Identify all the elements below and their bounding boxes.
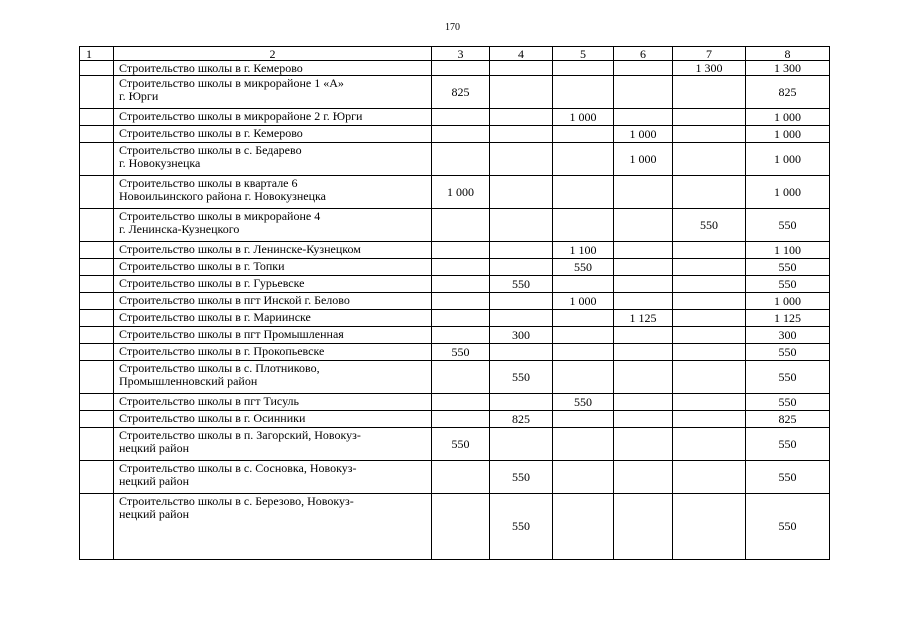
- value-cell-c8: 1 000: [746, 126, 830, 143]
- value-cell-c4: 550: [490, 276, 553, 293]
- value-cell-c4: [490, 293, 553, 310]
- value-cell-c3: [432, 259, 490, 276]
- value-cell-c6: [614, 461, 673, 494]
- value-cell-c5: [553, 76, 614, 109]
- header-cell-1: 1: [80, 47, 114, 61]
- value-cell-c6: [614, 276, 673, 293]
- row-index-cell: [80, 394, 114, 411]
- row-index-cell: [80, 109, 114, 126]
- header-cell-4: 4: [490, 47, 553, 61]
- value-cell-c7: [673, 494, 746, 560]
- row-index-cell: [80, 361, 114, 394]
- value-cell-c7: [673, 126, 746, 143]
- table-row: [80, 209, 830, 242]
- table-row: [80, 76, 830, 109]
- value-cell-c3: [432, 310, 490, 327]
- value-cell-c6: [614, 61, 673, 76]
- school-name-cell: Строительство школы в г. Осинники: [114, 411, 432, 428]
- value-cell-c3: [432, 361, 490, 394]
- value-cell-c4: [490, 143, 553, 176]
- value-cell-c4: [490, 259, 553, 276]
- table-row: [80, 461, 830, 494]
- value-cell-c8: 550: [746, 428, 830, 461]
- value-cell-c7: [673, 411, 746, 428]
- row-index-cell: [80, 76, 114, 109]
- value-cell-c5: [553, 310, 614, 327]
- value-cell-c5: [553, 126, 614, 143]
- value-cell-c3: [432, 394, 490, 411]
- value-cell-c7: [673, 327, 746, 344]
- table-row: [80, 428, 830, 461]
- table-row: [80, 109, 830, 126]
- value-cell-c6: [614, 259, 673, 276]
- value-cell-c8: 550: [746, 276, 830, 293]
- school-name-cell: Строительство школы в пгт Инской г. Белово: [114, 293, 432, 310]
- value-cell-c6: [614, 428, 673, 461]
- value-cell-c6: [614, 76, 673, 109]
- value-cell-c3: [432, 209, 490, 242]
- school-name-cell: Строительство школы в г. Прокопьевске: [114, 344, 432, 361]
- value-cell-c4: [490, 428, 553, 461]
- value-cell-c6: 1 000: [614, 143, 673, 176]
- row-index-cell: [80, 276, 114, 293]
- row-index-cell: [80, 344, 114, 361]
- table-row: [80, 411, 830, 428]
- value-cell-c3: [432, 109, 490, 126]
- table-body: [80, 47, 830, 560]
- value-cell-c7: 1 300: [673, 61, 746, 76]
- value-cell-c4: 825: [490, 411, 553, 428]
- value-cell-c4: [490, 126, 553, 143]
- value-cell-c6: [614, 361, 673, 394]
- value-cell-c8: 825: [746, 76, 830, 109]
- school-name-cell: Строительство школы в с. Плотниково, Промышленновский район: [114, 361, 432, 394]
- value-cell-c4: [490, 310, 553, 327]
- row-index-cell: [80, 61, 114, 76]
- value-cell-c3: [432, 494, 490, 560]
- value-cell-c5: [553, 361, 614, 394]
- value-cell-c5: [553, 209, 614, 242]
- value-cell-c3: 550: [432, 344, 490, 361]
- row-index-cell: [80, 259, 114, 276]
- value-cell-c3: [432, 276, 490, 293]
- row-index-cell: [80, 310, 114, 327]
- header-cell-7: 7: [673, 47, 746, 61]
- header-cell-3: 3: [432, 47, 490, 61]
- value-cell-c8: 300: [746, 327, 830, 344]
- school-name-cell: Строительство школы в п. Загорский, Новокуз- нецкий район: [114, 428, 432, 461]
- value-cell-c3: [432, 293, 490, 310]
- value-cell-c5: [553, 344, 614, 361]
- value-cell-c7: [673, 109, 746, 126]
- row-index-cell: [80, 242, 114, 259]
- school-name-cell: Строительство школы в микрорайоне 2 г. Юрги: [114, 109, 432, 126]
- value-cell-c6: [614, 176, 673, 209]
- table-row: [80, 242, 830, 259]
- value-cell-c8: 1 000: [746, 109, 830, 126]
- value-cell-c3: [432, 61, 490, 76]
- value-cell-c5: [553, 276, 614, 293]
- value-cell-c3: [432, 126, 490, 143]
- table-row: [80, 126, 830, 143]
- value-cell-c7: [673, 242, 746, 259]
- table-row: [80, 327, 830, 344]
- value-cell-c7: 550: [673, 209, 746, 242]
- value-cell-c8: 1 100: [746, 242, 830, 259]
- value-cell-c6: [614, 411, 673, 428]
- value-cell-c6: [614, 344, 673, 361]
- value-cell-c8: 550: [746, 394, 830, 411]
- value-cell-c3: 825: [432, 76, 490, 109]
- school-name-cell: Строительство школы в квартале 6 Новоильинского района г. Новокузнецка: [114, 176, 432, 209]
- row-index-cell: [80, 209, 114, 242]
- value-cell-c7: [673, 143, 746, 176]
- table-row: [80, 310, 830, 327]
- value-cell-c8: 1 000: [746, 293, 830, 310]
- value-cell-c7: [673, 461, 746, 494]
- value-cell-c4: 550: [490, 361, 553, 394]
- school-name-cell: Строительство школы в микрорайоне 4 г. Ленинска-Кузнецкого: [114, 209, 432, 242]
- header-cell-2: 2: [114, 47, 432, 61]
- value-cell-c4: [490, 209, 553, 242]
- table-row: [80, 293, 830, 310]
- table-row: [80, 394, 830, 411]
- schools-table: [79, 46, 830, 560]
- value-cell-c7: [673, 344, 746, 361]
- school-name-cell: Строительство школы в г. Кемерово: [114, 126, 432, 143]
- table-row: [80, 361, 830, 394]
- value-cell-c7: [673, 428, 746, 461]
- row-index-cell: [80, 126, 114, 143]
- value-cell-c6: [614, 394, 673, 411]
- value-cell-c8: 550: [746, 259, 830, 276]
- value-cell-c5: 1 000: [553, 109, 614, 126]
- table-row: [80, 143, 830, 176]
- value-cell-c6: [614, 327, 673, 344]
- value-cell-c5: 1 100: [553, 242, 614, 259]
- value-cell-c3: 550: [432, 428, 490, 461]
- value-cell-c5: [553, 494, 614, 560]
- header-row: [80, 47, 830, 61]
- row-index-cell: [80, 293, 114, 310]
- value-cell-c5: 1 000: [553, 293, 614, 310]
- value-cell-c5: 550: [553, 394, 614, 411]
- value-cell-c3: [432, 143, 490, 176]
- row-index-cell: [80, 461, 114, 494]
- value-cell-c3: [432, 411, 490, 428]
- value-cell-c8: 1 000: [746, 143, 830, 176]
- value-cell-c8: 1 125: [746, 310, 830, 327]
- header-cell-8: 8: [746, 47, 830, 61]
- value-cell-c4: 550: [490, 461, 553, 494]
- row-index-cell: [80, 176, 114, 209]
- table-row: [80, 61, 830, 76]
- table-row: [80, 344, 830, 361]
- table-row: [80, 259, 830, 276]
- value-cell-c4: [490, 344, 553, 361]
- value-cell-c6: [614, 242, 673, 259]
- value-cell-c7: [673, 293, 746, 310]
- value-cell-c4: 550: [490, 494, 553, 560]
- value-cell-c7: [673, 76, 746, 109]
- value-cell-c5: 550: [553, 259, 614, 276]
- value-cell-c5: [553, 61, 614, 76]
- row-index-cell: [80, 494, 114, 560]
- value-cell-c5: [553, 411, 614, 428]
- value-cell-c4: 300: [490, 327, 553, 344]
- value-cell-c8: 550: [746, 461, 830, 494]
- value-cell-c5: [553, 176, 614, 209]
- value-cell-c3: [432, 242, 490, 259]
- value-cell-c5: [553, 428, 614, 461]
- value-cell-c6: [614, 494, 673, 560]
- row-index-cell: [80, 327, 114, 344]
- value-cell-c4: [490, 61, 553, 76]
- value-cell-c6: [614, 109, 673, 126]
- row-index-cell: [80, 428, 114, 461]
- value-cell-c8: 1 000: [746, 176, 830, 209]
- value-cell-c4: [490, 76, 553, 109]
- value-cell-c6: 1 000: [614, 126, 673, 143]
- value-cell-c8: 550: [746, 494, 830, 560]
- value-cell-c7: [673, 276, 746, 293]
- table-row: [80, 176, 830, 209]
- school-name-cell: Строительство школы в г. Гурьевске: [114, 276, 432, 293]
- value-cell-c8: 1 300: [746, 61, 830, 76]
- school-name-cell: Строительство школы в микрорайоне 1 «А» г. Юрги: [114, 76, 432, 109]
- value-cell-c3: [432, 327, 490, 344]
- value-cell-c5: [553, 461, 614, 494]
- value-cell-c3: 1 000: [432, 176, 490, 209]
- value-cell-c3: [432, 461, 490, 494]
- value-cell-c5: [553, 143, 614, 176]
- school-name-cell: Строительство школы в пгт Промышленная: [114, 327, 432, 344]
- header-cell-6: 6: [614, 47, 673, 61]
- value-cell-c7: [673, 361, 746, 394]
- header-cell-5: 5: [553, 47, 614, 61]
- value-cell-c5: [553, 327, 614, 344]
- page-number: 170: [445, 22, 460, 33]
- value-cell-c8: 550: [746, 361, 830, 394]
- value-cell-c8: 550: [746, 209, 830, 242]
- value-cell-c7: [673, 176, 746, 209]
- value-cell-c4: [490, 394, 553, 411]
- school-name-cell: Строительство школы в г. Топки: [114, 259, 432, 276]
- school-name-cell: Строительство школы в г. Ленинске-Кузнецком: [114, 242, 432, 259]
- school-name-cell: Строительство школы в г. Кемерово: [114, 61, 432, 76]
- school-name-cell: Строительство школы в с. Березово, Новокуз- нецкий район: [114, 494, 432, 560]
- value-cell-c8: 825: [746, 411, 830, 428]
- row-index-cell: [80, 411, 114, 428]
- school-name-cell: Строительство школы в г. Мариинске: [114, 310, 432, 327]
- row-index-cell: [80, 143, 114, 176]
- value-cell-c7: [673, 310, 746, 327]
- value-cell-c6: 1 125: [614, 310, 673, 327]
- value-cell-c4: [490, 242, 553, 259]
- value-cell-c4: [490, 109, 553, 126]
- value-cell-c8: 550: [746, 344, 830, 361]
- school-name-cell: Строительство школы в с. Бедарево г. Новокузнецка: [114, 143, 432, 176]
- table-row: [80, 494, 830, 560]
- value-cell-c4: [490, 176, 553, 209]
- school-name-cell: Строительство школы в с. Сосновка, Новокуз- нецкий район: [114, 461, 432, 494]
- value-cell-c7: [673, 394, 746, 411]
- value-cell-c6: [614, 209, 673, 242]
- school-name-cell: Строительство школы в пгт Тисуль: [114, 394, 432, 411]
- value-cell-c7: [673, 259, 746, 276]
- table-row: [80, 276, 830, 293]
- value-cell-c6: [614, 293, 673, 310]
